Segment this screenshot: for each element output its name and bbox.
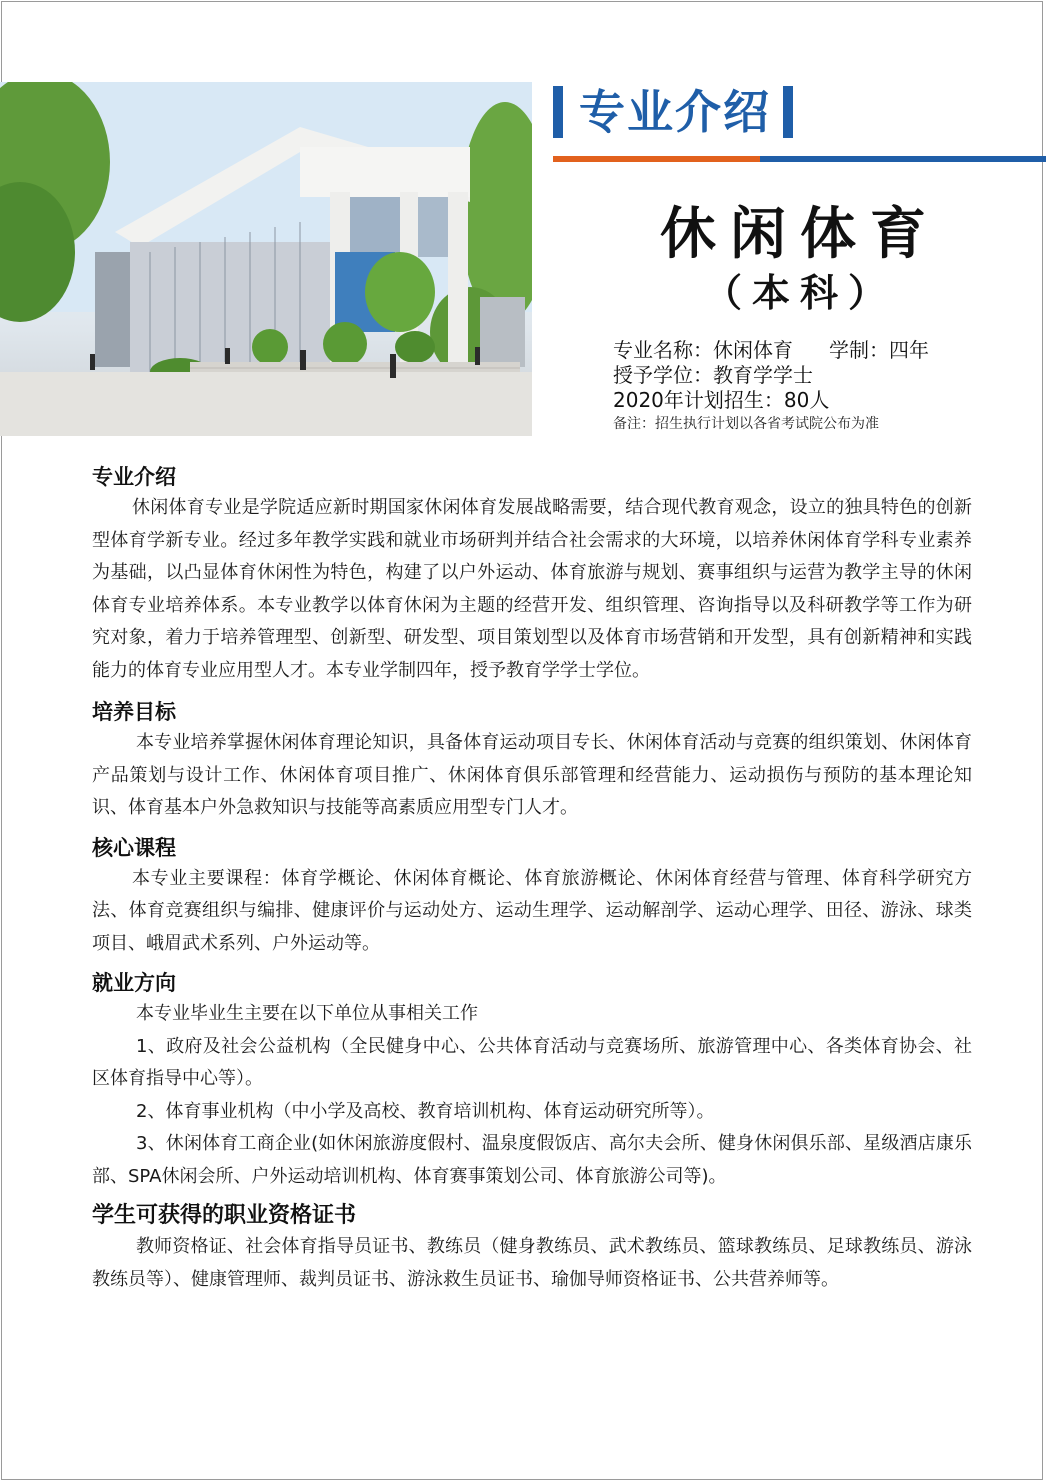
careers-item-1: 1、政府及社会公益机构（全民健身中心、公共体育活动与竞赛场所、旅游管理中心、各类体育协会、社区体育指导中心等）。 (92, 1035, 972, 1089)
certs-heading: 学生可获得的职业资格证书 (92, 1203, 357, 1228)
main-content (92, 462, 972, 1296)
section-header (553, 84, 793, 140)
info-enrollment: 2020年计划招生：80人 (613, 388, 830, 412)
certs-paragraph: 教师资格证、社会体育指导员证书、教练员（健身教练员、武术教练员、篮球教练员、足球教练员、游泳教练员等）、健康管理师、裁判员证书、游泳救生员证书、瑜伽导师资格证书、公共营养师等。 (92, 1236, 972, 1290)
careers-lead: 本专业毕业生主要在以下单位从事相关工作 (136, 1003, 478, 1024)
title-bar-left-accent (553, 86, 563, 138)
major-name: 休闲体育 (660, 201, 940, 267)
careers-item-2: 2、体育事业机构（中小学及高校、教育培训机构、体育运动研究所等）。 (136, 1100, 715, 1122)
careers-item-3: 3、休闲体育工商企业(如休闲旅游度假村、温泉度假饭店、高尔夫会所、健身休闲俱乐部、星级酒店康乐部、SPA休闲会所、户外运动培训机构、体育赛事策划公司、体育旅游公司等)。 (92, 1133, 972, 1187)
major-level: （本科） (703, 270, 896, 315)
title-bar-right-accent (783, 86, 793, 138)
intro-heading: 专业介绍 (92, 465, 176, 489)
intro-paragraph: 休闲体育专业是学院适应新时期国家休闲体育发展战略需要，结合现代教育观念，设立的独具特色的创新型体育学新专业。经过多年教学实践和就业市场研判并结合社会需求的大环境，以培养休闲体育学科专业素养为基础，以凸显体育休闲性为特色，构建了以户外运动、体育旅游与规划、赛事组织与运营为教学主导的休闲体育专业培养体系。本专业教学以体育休闲为主题的经营开发、组织管理、咨询指导以及科研教学等工作为研究对象，着力于培养管理型、创新型、研发型、项目策划型以及体育市场营销和开发型，具有创新精神和实践能力的体育专业应用型人才。本专业学制四年，授予教育学学士学位。 (92, 497, 972, 681)
courses-paragraph: 本专业主要课程：体育学概论、休闲体育概论、体育旅游概论、休闲体育经营与管理、体育科学研究方法、体育竞赛组织与编排、健康评价与运动处方、运动生理学、运动解剖学、运动心理学、田径、游泳、球类项目、峨眉武术系列、户外运动等。 (92, 867, 972, 954)
campus-photo (0, 82, 532, 436)
major-info (613, 338, 929, 435)
courses-heading: 核心课程 (92, 835, 176, 860)
goals-heading: 培养目标 (92, 700, 176, 724)
careers-heading: 就业方向 (92, 971, 176, 995)
info-major-name: 专业名称：休闲体育 (613, 338, 793, 362)
title-divider (553, 156, 1046, 162)
info-duration: 学制：四年 (829, 338, 929, 362)
page-title: 专业介绍 (579, 85, 771, 139)
info-degree: 授予学位：教育学学士 (613, 363, 813, 387)
info-note: 备注：招生执行计划以各省考试院公布为准 (613, 416, 879, 432)
goals-paragraph: 本专业培养掌握休闲体育理论知识，具备体育运动项目专长、休闲体育活动与竞赛的组织策划、休闲体育产品策划与设计工作、休闲体育项目推广、休闲体育俱乐部管理和经营能力、运动损伤与预防的基本理论知识、体育基本户外急救知识与技能等高素质应用型专门人才。 (92, 732, 972, 818)
